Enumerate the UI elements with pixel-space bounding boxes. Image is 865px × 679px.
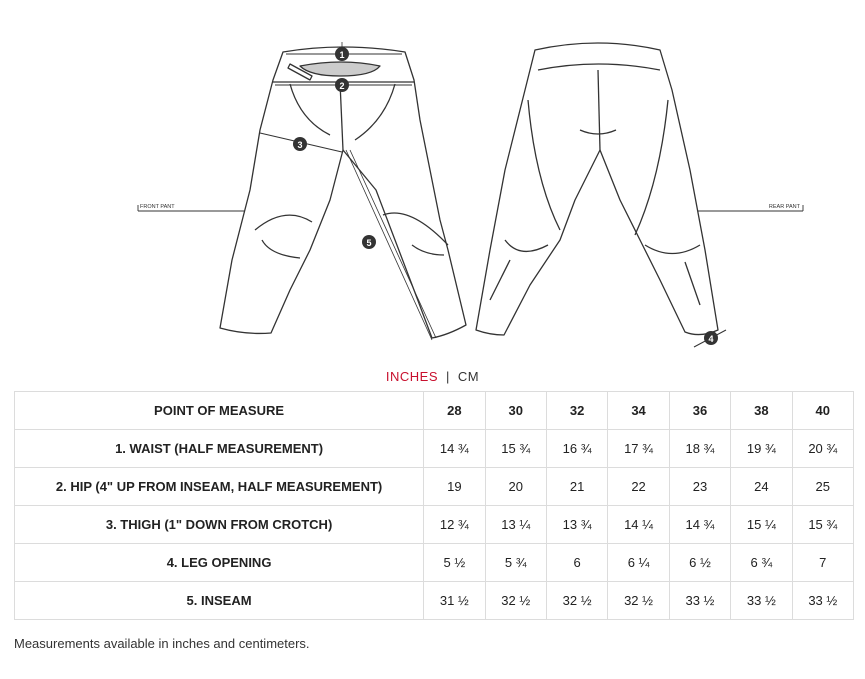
table-cell: 21 — [546, 468, 607, 506]
table-cell: 32 ½ — [546, 582, 607, 620]
table-cell: 33 ½ — [669, 582, 730, 620]
table-row — [15, 582, 854, 620]
unit-inches-toggle[interactable]: INCHES — [385, 369, 438, 384]
table-cell: 14 ¼ — [608, 506, 669, 544]
row-label: 5. INSEAM — [15, 582, 424, 620]
table-cell: 25 — [792, 468, 853, 506]
marker-4: 4 — [708, 334, 714, 344]
table-cell: 19 — [424, 468, 485, 506]
table-cell: 15 ¾ — [792, 506, 853, 544]
unit-separator: | — [446, 369, 450, 384]
unit-toggle — [0, 369, 865, 384]
table-cell: 6 ¾ — [731, 544, 792, 582]
row-label: 2. HIP (4" UP FROM INSEAM, HALF MEASUREMENT) — [15, 468, 424, 506]
table-cell: 5 ¾ — [485, 544, 546, 582]
table-cell: 32 ½ — [608, 582, 669, 620]
table-cell: 32 ½ — [485, 582, 546, 620]
table-cell: 6 ½ — [669, 544, 730, 582]
table-header-row — [15, 392, 854, 430]
marker-1: 1 — [339, 50, 345, 60]
footnote: Measurements available in inches and centimeters. — [14, 636, 310, 651]
marker-2: 2 — [339, 81, 345, 91]
table-cell: 13 ¼ — [485, 506, 546, 544]
measure-markers — [293, 47, 718, 345]
table-cell: 33 ½ — [731, 582, 792, 620]
table-cell: 15 ¼ — [731, 506, 792, 544]
table-row — [15, 544, 854, 582]
unit-cm-toggle[interactable]: CM — [457, 369, 480, 384]
row-label: 4. LEG OPENING — [15, 544, 424, 582]
point-of-measure-header: POINT OF MEASURE — [15, 392, 424, 430]
front-pant-label: FRONT PANT — [140, 204, 175, 210]
table-cell: 14 ¾ — [424, 430, 485, 468]
table-cell: 20 — [485, 468, 546, 506]
size-header: 32 — [546, 392, 607, 430]
size-header: 40 — [792, 392, 853, 430]
size-header: 28 — [424, 392, 485, 430]
size-header: 38 — [731, 392, 792, 430]
size-chart-table — [14, 391, 854, 620]
size-header: 36 — [669, 392, 730, 430]
table-cell: 6 ¼ — [608, 544, 669, 582]
table-cell: 31 ½ — [424, 582, 485, 620]
rear-pant-drawing — [476, 43, 718, 335]
table-row — [15, 430, 854, 468]
table-cell: 14 ¾ — [669, 506, 730, 544]
table-row — [15, 468, 854, 506]
table-cell: 5 ½ — [424, 544, 485, 582]
table-cell: 23 — [669, 468, 730, 506]
rear-pant-label: REAR PANT — [768, 204, 800, 210]
marker-5: 5 — [366, 238, 372, 248]
row-label: 3. THIGH (1" DOWN FROM CROTCH) — [15, 506, 424, 544]
row-label: 1. WAIST (HALF MEASUREMENT) — [15, 430, 424, 468]
table-cell: 24 — [731, 468, 792, 506]
table-cell: 16 ¾ — [546, 430, 607, 468]
table-row — [15, 506, 854, 544]
table-cell: 18 ¾ — [669, 430, 730, 468]
size-header: 34 — [608, 392, 669, 430]
table-cell: 19 ¾ — [731, 430, 792, 468]
table-cell: 20 ¾ — [792, 430, 853, 468]
table-cell: 6 — [546, 544, 607, 582]
table-cell: 13 ¾ — [546, 506, 607, 544]
marker-3: 3 — [297, 140, 303, 150]
table-cell: 17 ¾ — [608, 430, 669, 468]
table-cell: 33 ½ — [792, 582, 853, 620]
table-cell: 12 ¾ — [424, 506, 485, 544]
table-cell: 15 ¾ — [485, 430, 546, 468]
table-cell: 22 — [608, 468, 669, 506]
size-header: 30 — [485, 392, 546, 430]
table-cell: 7 — [792, 544, 853, 582]
